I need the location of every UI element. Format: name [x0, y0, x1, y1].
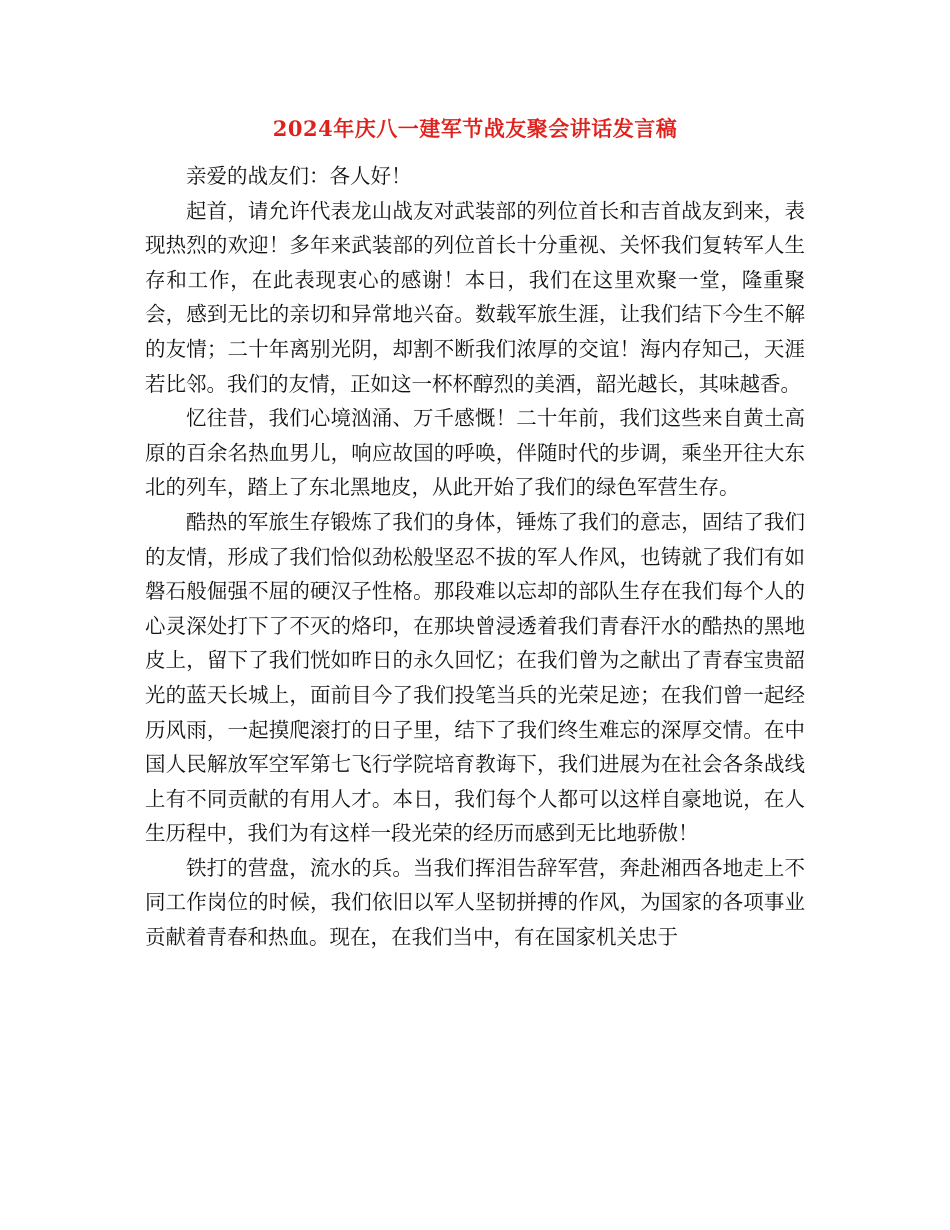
greeting-paragraph: 亲爱的战友们：各人好！: [186, 164, 412, 188]
body-paragraph: 忆往昔，我们心境汹涌、万千感慨！二十年前，我们这些来自黄土高原的百余名热血男儿，响应故国的呼唤，伴随时代的步调，乘坐开往大东北的列车，踏上了东北黑地皮，从此开始了我们的绿色军营生存。: [145, 406, 805, 500]
document-body: [145, 159, 805, 955]
body-paragraph: 起首，请允许代表龙山战友对武装部的列位首长和吉首战友到来，表现热烈的欢迎！多年来武装部的列位首长十分重视、关怀我们复转军人生存和工作，在此表现衷心的感谢！本日，我们在这里欢聚一堂，隆重聚会，感到无比的亲切和异常地兴奋。数载军旅生涯，让我们结下今生不解的友情；二十年离别光阴，却割不断我们浓厚的交谊！海内存知己，天涯若比邻。我们的友情，正如这一杯杯醇烈的美酒，韶光越长，其味越香。: [145, 198, 805, 396]
body-paragraph: 酷热的军旅生存锻炼了我们的身体，锤炼了我们的意志，固结了我们的友情，形成了我们恰似劲松般坚忍不拔的军人作风，也铸就了我们有如磐石般倔强不屈的硬汉子性格。那段难以忘却的部队生存在我们每个人的心灵深处打下了不灭的烙印，在那块曾浸透着我们青春汗水的酷热的黑地皮上，留下了我们恍如昨日的永久回忆；在我们曾为之献出了青春宝贵韶光的蓝天长城上，面前目今了我们投笔当兵的光荣足迹；在我们曾一起经历风雨，一起摸爬滚打的日子里，结下了我们终生难忘的深厚交情。在中国人民解放军空军第七飞行学院培育教诲下，我们进展为在社会各条战线上有不同贡献的有用人才。本日，我们每个人都可以这样自豪地说，在人生历程中，我们为有这样一段光荣的经历而感到无比地骄傲！: [145, 509, 805, 846]
page-title: 2024年庆八一建军节战友聚会讲话发言稿: [272, 116, 678, 141]
body-paragraph: 铁打的营盘，流水的兵。当我们挥泪告辞军营，奔赴湘西各地走上不同工作岗位的时候，我们依旧以军人坚韧拼搏的作风，为国家的各项事业贡献着青春和热血。现在，在我们当中，有在国家机关忠于: [145, 855, 805, 950]
